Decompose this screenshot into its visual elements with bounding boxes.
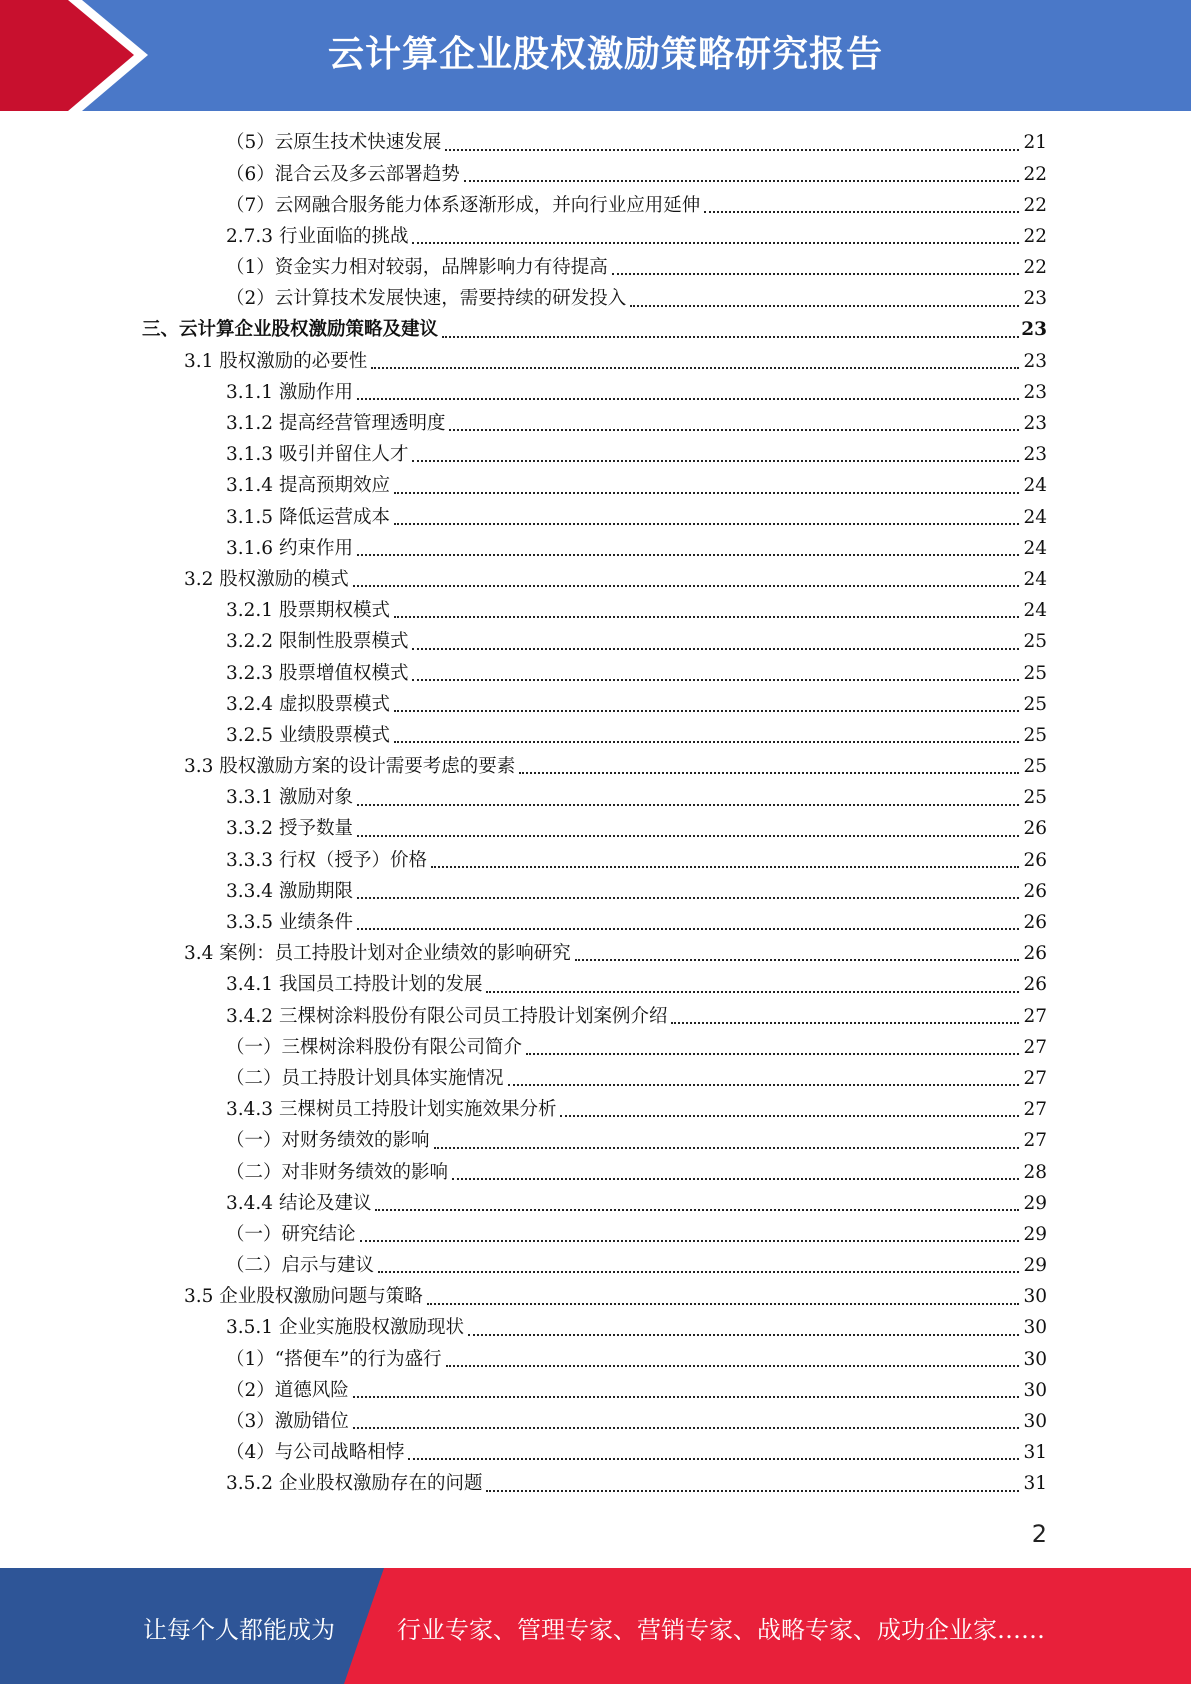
footer-band bbox=[0, 1568, 1191, 1684]
toc-entry-label: 3.3.5 业绩条件 bbox=[226, 912, 353, 934]
toc-entry[interactable] bbox=[0, 877, 1191, 908]
toc-dot-leader bbox=[434, 1147, 1019, 1149]
toc-entry-label: （一）对财务绩效的影响 bbox=[226, 1130, 430, 1152]
toc-entry-label: 3.1.4 提高预期效应 bbox=[226, 475, 390, 497]
toc-entry[interactable] bbox=[0, 471, 1191, 502]
toc-dot-leader bbox=[486, 991, 1019, 993]
toc-entry-label: （7）云网融合服务能力体系逐渐形成，并向行业应用延伸 bbox=[226, 194, 701, 216]
toc-entry-label: 3.1.2 提高经营管理透明度 bbox=[226, 413, 446, 435]
toc-dot-leader bbox=[378, 1271, 1019, 1273]
toc-entry-page: 31 bbox=[1023, 1473, 1047, 1495]
toc-entry-page: 27 bbox=[1023, 1130, 1047, 1152]
toc-dot-leader bbox=[412, 242, 1019, 244]
toc-dot-leader bbox=[353, 1427, 1019, 1429]
toc-entry-label: 3.2.2 限制性股票模式 bbox=[226, 631, 409, 653]
toc-entry-label: （一）三棵树涂料股份有限公司简介 bbox=[226, 1036, 523, 1058]
toc-entry-page: 30 bbox=[1023, 1286, 1047, 1308]
toc-entry-label: 2.7.3 行业面临的挑战 bbox=[226, 225, 409, 247]
toc-dot-leader bbox=[445, 149, 1019, 151]
toc-entry-label: （1）“搭便车”的行为盛行 bbox=[226, 1348, 442, 1370]
header-band bbox=[0, 0, 1191, 111]
toc-entry-page: 24 bbox=[1023, 568, 1047, 590]
toc-entry-label: 3.3.2 授予数量 bbox=[226, 818, 353, 840]
toc-dot-leader bbox=[560, 1115, 1019, 1117]
toc-entry-label: 3.2 股权激励的模式 bbox=[184, 568, 349, 590]
toc-dot-leader bbox=[357, 835, 1019, 837]
toc-entry-page: 26 bbox=[1023, 818, 1047, 840]
toc-entry[interactable] bbox=[0, 378, 1191, 409]
toc-entry[interactable] bbox=[0, 1376, 1191, 1407]
toc-entry[interactable] bbox=[0, 1001, 1191, 1032]
toc-entry-page: 22 bbox=[1023, 194, 1047, 216]
toc-entry[interactable] bbox=[0, 783, 1191, 814]
toc-dot-leader bbox=[575, 959, 1019, 961]
toc-entry-page: 26 bbox=[1023, 943, 1047, 965]
toc-dot-leader bbox=[371, 367, 1019, 369]
toc-entry-page: 24 bbox=[1023, 537, 1047, 559]
toc-entry-label: （二）对非财务绩效的影响 bbox=[226, 1161, 449, 1183]
toc-dot-leader bbox=[394, 523, 1019, 525]
toc-dot-leader bbox=[446, 1365, 1019, 1367]
toc-dot-leader bbox=[671, 1022, 1019, 1024]
toc-dot-leader bbox=[449, 429, 1019, 431]
toc-dot-leader bbox=[357, 554, 1019, 556]
toc-entry[interactable] bbox=[0, 1188, 1191, 1219]
toc-dot-leader bbox=[357, 804, 1019, 806]
toc-entry-page: 23 bbox=[1023, 381, 1047, 403]
toc-entry-page: 21 bbox=[1023, 132, 1047, 154]
toc-entry[interactable] bbox=[0, 128, 1191, 159]
toc-entry-label: （6）混合云及多云部署趋势 bbox=[226, 163, 460, 185]
toc-entry[interactable] bbox=[0, 346, 1191, 377]
toc-entry-label: 3.2.1 股票期权模式 bbox=[226, 600, 390, 622]
toc-entry[interactable] bbox=[0, 1407, 1191, 1438]
toc-entry-label: （2）道德风险 bbox=[226, 1379, 349, 1401]
toc-entry-page: 22 bbox=[1023, 225, 1047, 247]
toc-entry-page: 30 bbox=[1023, 1348, 1047, 1370]
toc-dot-leader bbox=[612, 273, 1019, 275]
toc-entry-label: （2）云计算技术发展快速，需要持续的研发投入 bbox=[226, 288, 627, 310]
toc-entry[interactable] bbox=[0, 1095, 1191, 1126]
toc-entry[interactable] bbox=[0, 315, 1191, 346]
toc-entry-label: 3.4.1 我国员工持股计划的发展 bbox=[226, 974, 483, 996]
toc-dot-leader bbox=[468, 1334, 1019, 1336]
toc-entry[interactable] bbox=[0, 1344, 1191, 1375]
toc-dot-leader bbox=[394, 492, 1019, 494]
toc-entry-label: 3.4.4 结论及建议 bbox=[226, 1192, 372, 1214]
toc-entry-label: （3）激励错位 bbox=[226, 1411, 349, 1433]
toc-entry[interactable] bbox=[0, 1064, 1191, 1095]
toc-dot-leader bbox=[353, 585, 1019, 587]
document-title: 云计算企业股权激励策略研究报告 bbox=[327, 34, 883, 75]
toc-dot-leader bbox=[408, 1458, 1019, 1460]
toc-entry[interactable] bbox=[0, 939, 1191, 970]
toc-entry-page: 25 bbox=[1023, 631, 1047, 653]
toc-entry[interactable] bbox=[0, 721, 1191, 752]
toc-entry[interactable] bbox=[0, 253, 1191, 284]
toc-entry-label: 3.5.1 企业实施股权激励现状 bbox=[226, 1317, 464, 1339]
toc-dot-leader bbox=[519, 772, 1019, 774]
toc-entry-label: 3.2.3 股票增值权模式 bbox=[226, 662, 409, 684]
toc-entry-page: 24 bbox=[1023, 600, 1047, 622]
toc-entry-label: （二）启示与建议 bbox=[226, 1255, 375, 1277]
toc-entry-label: 3.5 企业股权激励问题与策略 bbox=[184, 1286, 423, 1308]
toc-entry[interactable] bbox=[0, 1282, 1191, 1313]
toc-entry-label: 3.1 股权激励的必要性 bbox=[184, 350, 368, 372]
toc-entry-page: 27 bbox=[1023, 1099, 1047, 1121]
toc-dot-leader bbox=[412, 648, 1019, 650]
toc-entry-label: 3.2.5 业绩股票模式 bbox=[226, 724, 390, 746]
toc-dot-leader bbox=[394, 710, 1019, 712]
toc-entry-label: 3.4 案例：员工持股计划对企业绩效的影响研究 bbox=[184, 943, 571, 965]
toc-entry-page: 30 bbox=[1023, 1411, 1047, 1433]
toc-dot-leader bbox=[360, 1240, 1019, 1242]
toc-dot-leader bbox=[704, 211, 1019, 213]
toc-entry[interactable] bbox=[0, 1251, 1191, 1282]
toc-entry-label: 3.3.1 激励对象 bbox=[226, 787, 353, 809]
toc-entry[interactable] bbox=[0, 814, 1191, 845]
toc-entry-page: 28 bbox=[1023, 1161, 1047, 1183]
toc-entry-label: 3.4.2 三棵树涂料股份有限公司员工持股计划案例介绍 bbox=[226, 1005, 668, 1027]
toc-entry-page: 27 bbox=[1023, 1036, 1047, 1058]
toc-entry-label: （5）云原生技术快速发展 bbox=[226, 132, 442, 154]
toc-dot-leader bbox=[357, 897, 1019, 899]
toc-entry[interactable] bbox=[0, 284, 1191, 315]
toc-dot-leader bbox=[486, 1490, 1019, 1492]
toc-entry-page: 25 bbox=[1023, 787, 1047, 809]
toc-entry[interactable] bbox=[0, 596, 1191, 627]
toc-dot-leader bbox=[353, 1396, 1019, 1398]
toc-entry-page: 23 bbox=[1023, 288, 1047, 310]
toc-dot-leader bbox=[526, 1053, 1019, 1055]
toc-entry-label: 3.3 股权激励方案的设计需要考虑的要素 bbox=[184, 756, 516, 778]
toc-entry[interactable] bbox=[0, 1032, 1191, 1063]
toc-entry-page: 24 bbox=[1023, 506, 1047, 528]
toc-entry[interactable] bbox=[0, 222, 1191, 253]
toc-entry[interactable] bbox=[0, 689, 1191, 720]
toc-dot-leader bbox=[464, 180, 1019, 182]
toc-entry[interactable] bbox=[0, 1469, 1191, 1500]
toc-dot-leader bbox=[357, 928, 1019, 930]
page-number: 2 bbox=[1031, 1520, 1047, 1548]
toc-entry-page: 23 bbox=[1023, 444, 1047, 466]
toc-entry[interactable] bbox=[0, 1157, 1191, 1188]
toc-entry-label: 3.3.4 激励期限 bbox=[226, 880, 353, 902]
toc-entry[interactable] bbox=[0, 502, 1191, 533]
toc-entry-page: 26 bbox=[1023, 849, 1047, 871]
toc-entry[interactable] bbox=[0, 1126, 1191, 1157]
toc-entry[interactable] bbox=[0, 1313, 1191, 1344]
toc-entry-page: 29 bbox=[1023, 1192, 1047, 1214]
toc-entry-label: 3.3.3 行权（授予）价格 bbox=[226, 849, 427, 871]
toc-entry-label: 3.5.2 企业股权激励存在的问题 bbox=[226, 1473, 483, 1495]
toc-entry-label: 3.2.4 虚拟股票模式 bbox=[226, 693, 390, 715]
toc-entry-page: 25 bbox=[1023, 662, 1047, 684]
toc-dot-leader bbox=[442, 336, 1019, 338]
toc-entry-page: 30 bbox=[1023, 1379, 1047, 1401]
toc-entry-label: 3.1.1 激励作用 bbox=[226, 381, 353, 403]
footer-slogan-right: 行业专家、管理专家、营销专家、战略专家、成功企业家…… bbox=[397, 1616, 1045, 1644]
toc-dot-leader bbox=[412, 460, 1019, 462]
toc-entry-label: 3.1.3 吸引并留住人才 bbox=[226, 444, 409, 466]
toc-entry-page: 25 bbox=[1023, 724, 1047, 746]
toc-entry-label: （一）研究结论 bbox=[226, 1223, 356, 1245]
toc-entry-label: 3.4.3 三棵树员工持股计划实施效果分析 bbox=[226, 1099, 557, 1121]
toc-entry-page: 23 bbox=[1023, 350, 1047, 372]
toc-entry[interactable] bbox=[0, 440, 1191, 471]
toc-entry-label: （4）与公司战略相悖 bbox=[226, 1442, 405, 1464]
toc-entry[interactable] bbox=[0, 627, 1191, 658]
toc-entry-page: 23 bbox=[1023, 413, 1047, 435]
toc-entry[interactable] bbox=[0, 908, 1191, 939]
toc-dot-leader bbox=[431, 866, 1019, 868]
toc-dot-leader bbox=[394, 741, 1019, 743]
toc-dot-leader bbox=[508, 1084, 1019, 1086]
toc-dot-leader bbox=[375, 1209, 1019, 1211]
toc-entry-page: 26 bbox=[1023, 880, 1047, 902]
toc-entry[interactable] bbox=[0, 190, 1191, 221]
toc-entry-page: 22 bbox=[1023, 163, 1047, 185]
toc-entry-page: 26 bbox=[1023, 974, 1047, 996]
toc-entry[interactable] bbox=[0, 1438, 1191, 1469]
toc-entry[interactable] bbox=[0, 409, 1191, 440]
toc-entry-page: 25 bbox=[1023, 693, 1047, 715]
table-of-contents bbox=[0, 128, 1191, 1500]
toc-dot-leader bbox=[412, 679, 1019, 681]
toc-entry-label: （二）员工持股计划具体实施情况 bbox=[226, 1067, 504, 1089]
toc-dot-leader bbox=[427, 1303, 1019, 1305]
toc-entry[interactable] bbox=[0, 533, 1191, 564]
toc-entry[interactable] bbox=[0, 159, 1191, 190]
toc-entry-page: 25 bbox=[1023, 756, 1047, 778]
toc-entry-page: 24 bbox=[1023, 475, 1047, 497]
toc-entry-page: 23 bbox=[1021, 319, 1047, 341]
toc-entry-page: 31 bbox=[1023, 1442, 1047, 1464]
toc-entry[interactable] bbox=[0, 970, 1191, 1001]
toc-entry-page: 27 bbox=[1023, 1005, 1047, 1027]
toc-entry[interactable] bbox=[0, 845, 1191, 876]
toc-entry-page: 27 bbox=[1023, 1067, 1047, 1089]
toc-entry[interactable] bbox=[0, 565, 1191, 596]
toc-entry-page: 29 bbox=[1023, 1223, 1047, 1245]
toc-entry-label: 3.1.6 约束作用 bbox=[226, 537, 353, 559]
toc-dot-leader bbox=[452, 1178, 1019, 1180]
toc-entry-label: （1）资金实力相对较弱，品牌影响力有待提高 bbox=[226, 257, 608, 279]
toc-dot-leader bbox=[357, 398, 1019, 400]
toc-entry-label: 三、云计算企业股权激励策略及建议 bbox=[142, 319, 439, 341]
toc-dot-leader bbox=[394, 616, 1019, 618]
toc-entry-label: 3.1.5 降低运营成本 bbox=[226, 506, 390, 528]
toc-entry-page: 30 bbox=[1023, 1317, 1047, 1339]
toc-entry-page: 22 bbox=[1023, 257, 1047, 279]
toc-entry-page: 29 bbox=[1023, 1255, 1047, 1277]
toc-entry[interactable] bbox=[0, 1220, 1191, 1251]
toc-entry-page: 26 bbox=[1023, 912, 1047, 934]
toc-dot-leader bbox=[630, 305, 1019, 307]
footer-slogan-left: 让每个人都能成为 bbox=[143, 1616, 335, 1644]
toc-entry[interactable] bbox=[0, 658, 1191, 689]
toc-entry[interactable] bbox=[0, 752, 1191, 783]
